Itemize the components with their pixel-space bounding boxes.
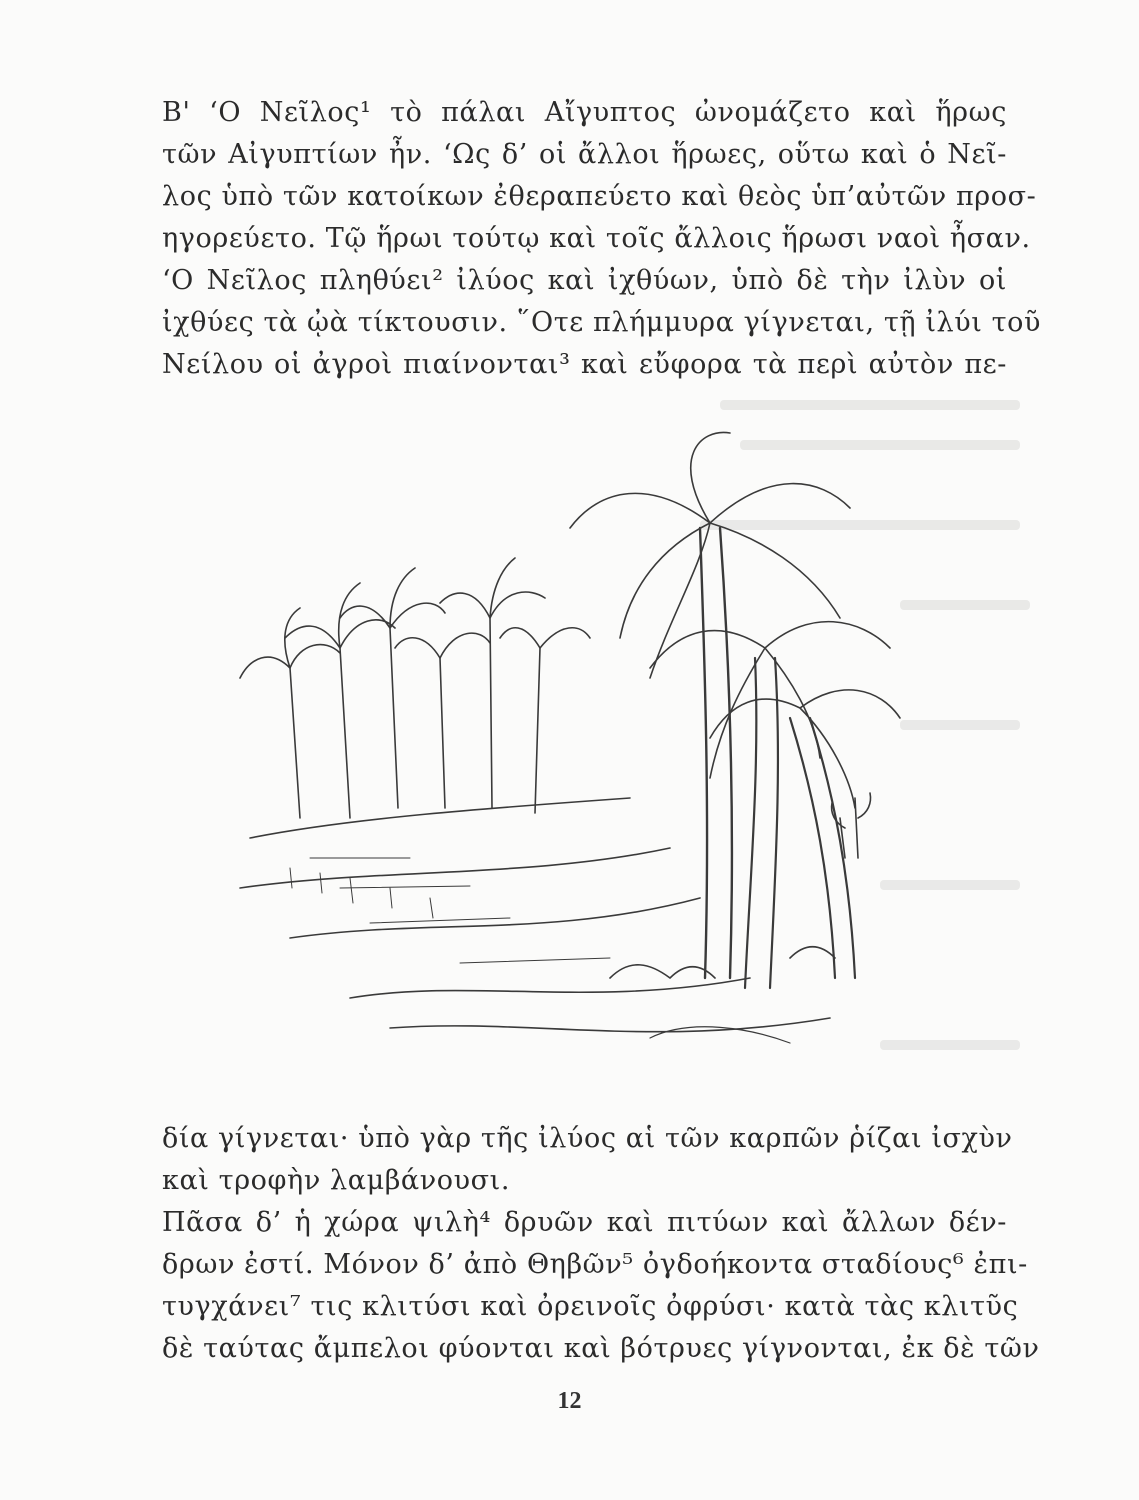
text-line: Πᾶσα δ’ ἡ χώρα ψιλὴ⁴ δρυῶν καὶ πιτύων καὶ ἄλλων δέν- bbox=[162, 1207, 1007, 1238]
text-line: ηγορεύετο. Τῷ ἥρωι τούτῳ καὶ τοῖς ἄλλοις ἥρωσι ναοὶ ἦσαν. bbox=[162, 223, 1031, 254]
text-line: λος ὑπὸ τῶν κατοίκων ἐθεραπεύετο καὶ θεὸς ὑπ’αὐτῶν προσ- bbox=[162, 181, 1037, 212]
palm-trees-river-illustration bbox=[230, 418, 910, 1068]
text-line: ἰχθύες τὰ ᾠὰ τίκτουσιν. ῞Οτε πλήμμυρα γίγνεται, τῇ ἰλύι τοῦ bbox=[162, 307, 1042, 338]
text-line: τῶν Αἰγυπτίων ἦν. ‘Ως δ’ οἱ ἄλλοι ἥρωες, οὕτω καὶ ὁ Νεῖ- bbox=[162, 139, 1007, 170]
top-paragraph bbox=[162, 92, 1042, 386]
text-line: ‘Ο Νεῖλος πληθύει² ἰλύος καὶ ἰχθύων, ὑπὸ δὲ τὴν ἰλὺν οἱ bbox=[162, 265, 1007, 296]
text-line: δὲ ταύτας ἄμπελοι φύονται καὶ βότρυες γίγνονται, ἐκ δὲ τῶν bbox=[162, 1333, 1040, 1364]
bottom-paragraph bbox=[162, 1118, 1040, 1370]
text-line: τυγχάνει⁷ τις κλιτύσι καὶ ὀρεινοῖς ὀφρύσι· κατὰ τὰς κλιτῦς bbox=[162, 1291, 1019, 1322]
text-line: δία γίγνεται· ὑπὸ γὰρ τῆς ἰλύος αἱ τῶν καρπῶν ῥίζαι ἰσχὺν bbox=[162, 1123, 1013, 1154]
text-line: δρων ἐστί. Μόνον δ’ ἀπὸ Θηβῶν⁵ ὀγδοήκοντα σταδίους⁶ ἐπι- bbox=[162, 1249, 1028, 1280]
text-line: καὶ τροφὴν λαμβάνουσι. bbox=[162, 1165, 511, 1196]
page-number: 12 bbox=[557, 1388, 582, 1414]
text-line: Νείλου οἱ ἀγροὶ πιαίνονται³ καὶ εὔφορα τὰ περὶ αὐτὸν πε- bbox=[162, 349, 1007, 380]
illustration-drawing bbox=[230, 418, 910, 1068]
text-line: Β' ‘Ο Νεῖλος¹ τὸ πάλαι Αἴγυπτος ὠνομάζετο καὶ ἥρως bbox=[162, 97, 1007, 128]
